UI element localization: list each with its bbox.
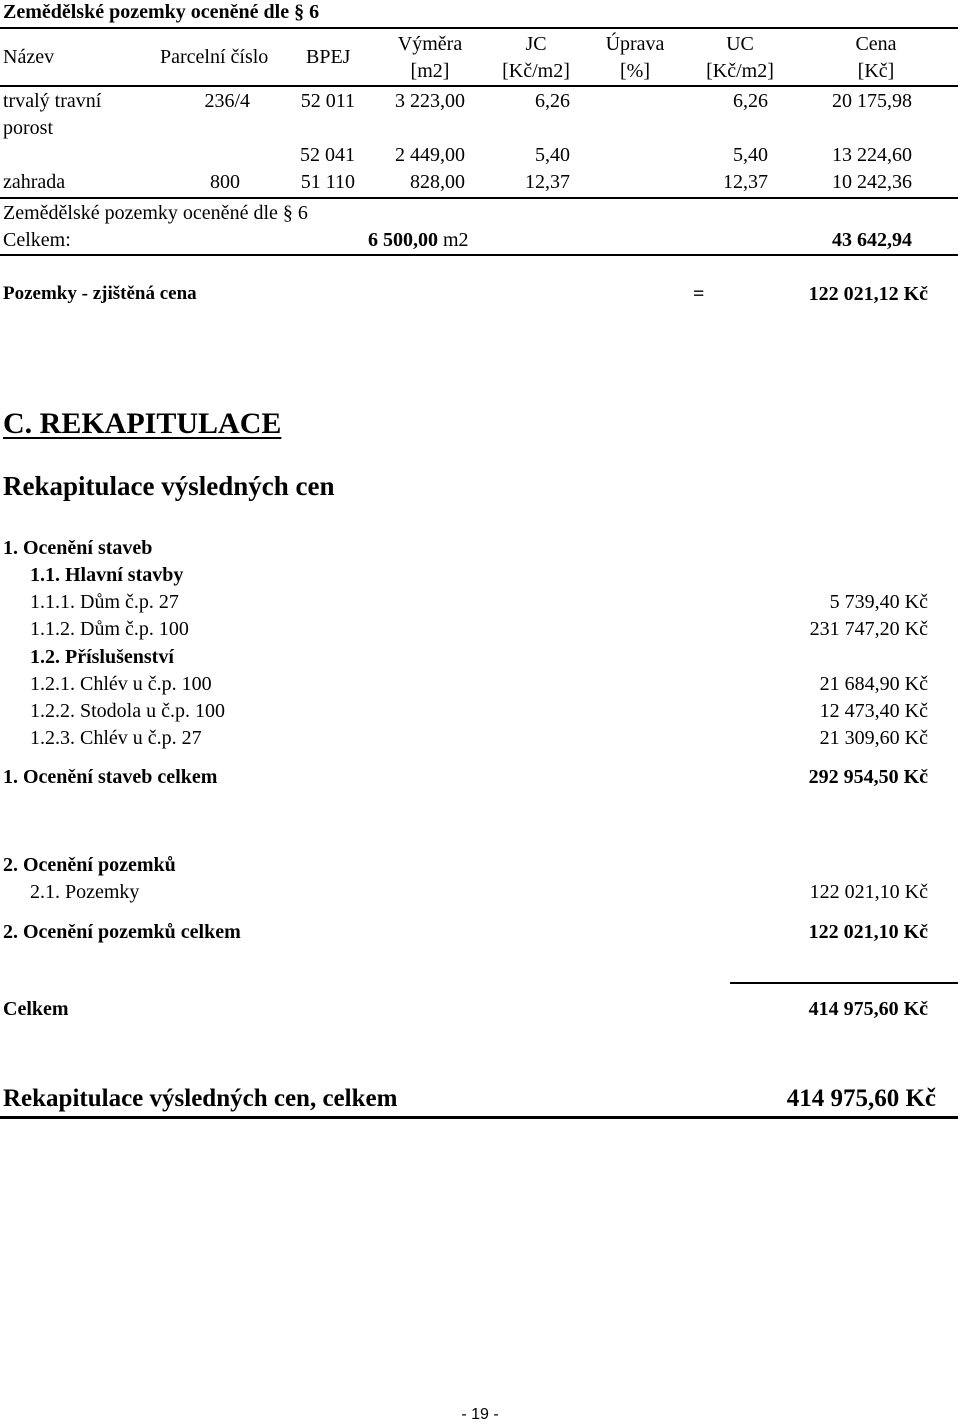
header-uc: UC [726,33,754,55]
row-vymera: 828,00 [410,171,465,193]
header-vymera: Výměra [397,33,463,55]
staveb-total-label: 1. Ocenění staveb celkem [3,766,218,788]
recap-item-label: 1.2.1. Chlév u č.p. 100 [30,673,212,695]
pozemky-item-value: 122 021,10 Kč [809,881,928,903]
row-bpej: 51 110 [300,171,355,193]
row-parcelni-cislo: 800 [210,171,240,193]
row-cena: 20 175,98 [832,90,912,112]
recap-item-label: 1. Ocenění staveb [3,537,153,559]
grand-total-divider [0,1116,958,1119]
row-nazev: zahrada [3,171,66,193]
divider [0,197,958,199]
pozemku-total-label: 2. Ocenění pozemků celkem [3,921,241,943]
header-uc-unit: [Kč/m2] [706,60,774,82]
section-title: Zemědělské pozemky oceněné dle § 6 [3,1,320,23]
pozemky-value: 122 021,12 Kč [808,283,928,305]
header-nazev: Název [3,46,55,68]
header-jc: JC [525,33,547,55]
grand-total-label: Rekapitulace výsledných cen, celkem [3,1085,398,1112]
recap-item-label: 1.2. Příslušenství [30,646,174,668]
row-uc: 5,40 [733,144,768,166]
row-jc: 12,37 [525,171,570,193]
pozemky-item-label: 2.1. Pozemky [30,881,140,903]
header-cena: Cena [855,33,897,55]
row-bpej: 52 041 [300,144,355,166]
staveb-total-value: 292 954,50 Kč [808,766,928,788]
grand-total-value: 414 975,60 Kč [786,1085,936,1112]
recap-item-value: 5 739,40 Kč [829,591,928,613]
pozemku-total-value: 122 021,10 Kč [808,921,928,943]
recap-item-value: 231 747,20 Kč [809,618,928,640]
divider [0,27,958,29]
page-number: - 19 - [461,1406,499,1423]
row-cena: 10 242,36 [832,171,912,193]
recap-item-value: 21 309,60 Kč [819,727,928,749]
total-cena: 43 642,94 [832,229,912,251]
recap-item-label: 1.2.2. Stodola u č.p. 100 [30,700,225,722]
row-jc: 6,26 [535,90,570,112]
header-cena-unit: [Kč] [857,60,895,82]
row-nazev-cont: porost [3,117,53,139]
total-celkem-label: Celkem: [3,229,71,251]
recap-item-label: 1.1.2. Dům č.p. 100 [30,618,189,640]
pozemky-equals: = [693,283,705,305]
total-vymera-value: 6 500,00 [368,229,438,251]
recap-item-label: 1.2.3. Chlév u č.p. 27 [30,727,202,749]
pozemku-heading: 2. Ocenění pozemků [3,854,176,876]
row-uc: 12,37 [723,171,768,193]
row-cena: 13 224,60 [832,144,912,166]
row-uc: 6,26 [733,90,768,112]
sum-divider [730,982,958,984]
row-bpej: 52 011 [300,90,355,112]
recap-heading: C. REKAPITULACE [3,407,282,440]
row-vymera: 3 223,00 [395,90,465,112]
total-label: Zemědělské pozemky oceněné dle § 6 [3,202,308,224]
total-vymera-unit: m2 [443,229,469,251]
celkem-value: 414 975,60 Kč [808,998,928,1020]
row-parcelni-cislo: 236/4 [204,90,250,112]
header-jc-unit: [Kč/m2] [502,60,570,82]
header-uprava: Úprava [605,33,665,55]
celkem-label: Celkem [3,998,69,1020]
row-vymera: 2 449,00 [395,144,465,166]
header-vymera-unit: [m2] [410,60,450,82]
recap-item-label: 1.1.1. Dům č.p. 27 [30,591,179,613]
recap-item-label: 1.1. Hlavní stavby [30,564,184,586]
total-vymera [368,228,469,252]
header-parcelni-cislo: Parcelní číslo [160,46,269,68]
recap-subheading: Rekapitulace výsledných cen [3,471,335,501]
recap-item-value: 21 684,90 Kč [819,673,928,695]
pozemky-label: Pozemky - zjištěná cena [3,283,197,304]
header-uprava-unit: [%] [620,60,650,82]
recap-item-value: 12 473,40 Kč [819,700,928,722]
header-bpej: BPEJ [306,46,351,68]
row-nazev: trvalý travní [3,90,102,112]
divider [0,85,958,87]
row-jc: 5,40 [535,144,570,166]
divider [0,254,958,256]
